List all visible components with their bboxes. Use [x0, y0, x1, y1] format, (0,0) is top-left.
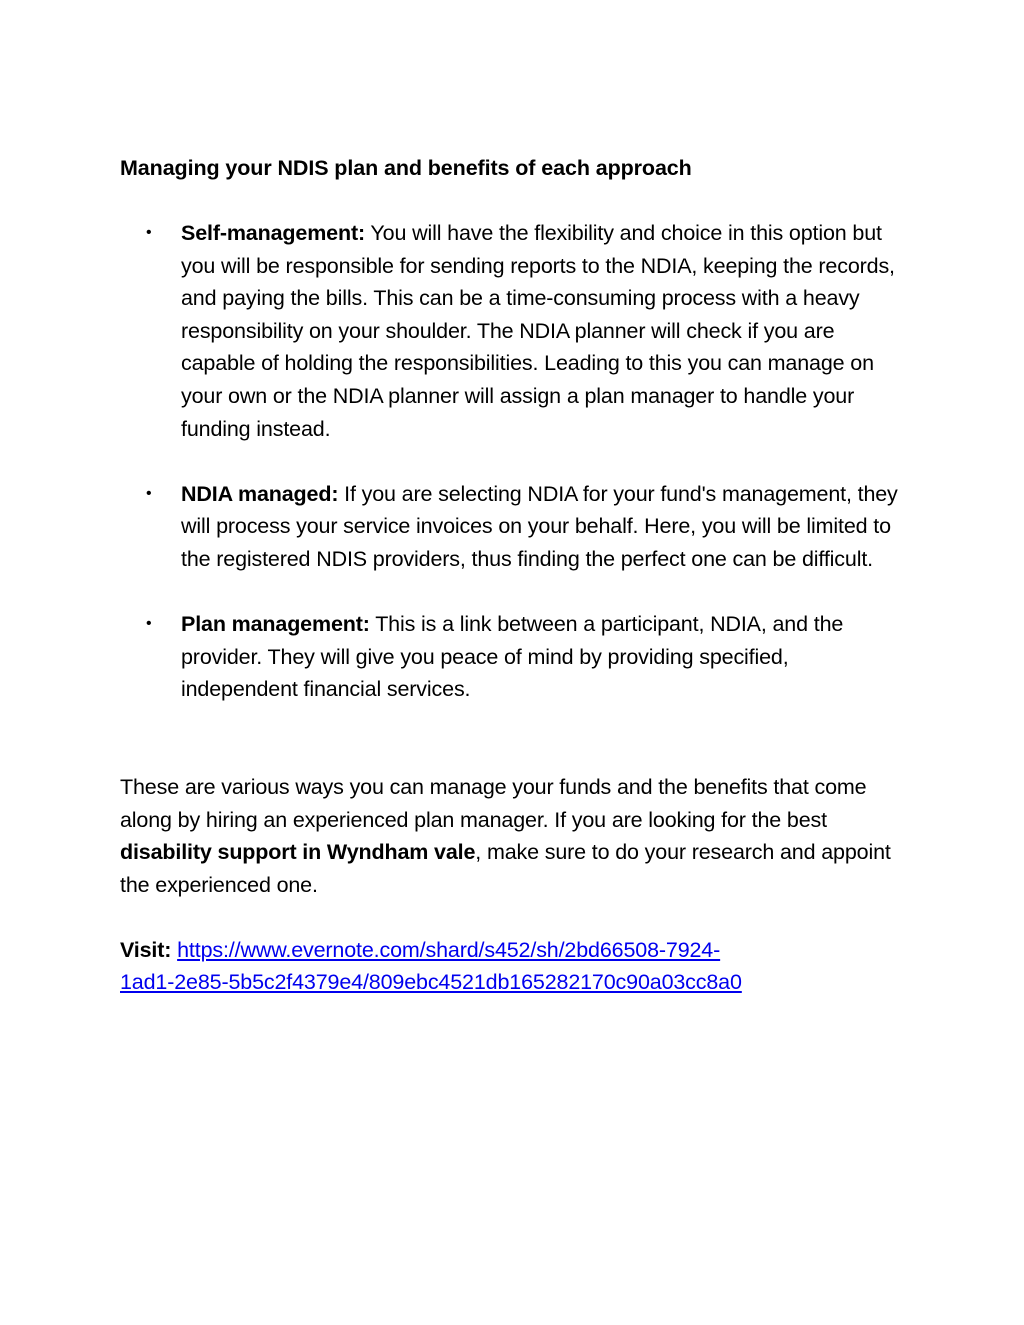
approach-list: [120, 217, 910, 706]
term-description: You will have the flexibility and choice in this option but you will be responsible for sending reports to the NDIA, keeping the records, and paying the bills. This can be a time-consuming process with a heavy responsibility on your shoulder. The NDIA planner will check if you are capable of holding the responsibilities. Leading to this you can manage on your own or the NDIA planner will assign a plan manager to handle your funding instead.: [181, 221, 895, 441]
closing-keyword: disability support in Wyndham vale: [120, 840, 476, 865]
term-label: Plan management:: [181, 612, 370, 637]
list-item-plan-management: [120, 608, 910, 706]
link-text-line1: https://www.evernote.com/shard/s452/sh/2bd66508-7924-: [177, 937, 721, 962]
document-page: [120, 152, 910, 1032]
document-heading: Managing your NDIS plan and benefits of each approach: [120, 156, 692, 180]
bullet-icon: •: [146, 224, 152, 241]
list-item-ndia-managed: [120, 478, 910, 576]
term-description: This is a link between a participant, NDIA, and the provider. They will give you peace of mind by providing specified, independent financial services.: [181, 612, 844, 702]
list-item-self-management: [120, 217, 910, 445]
evernote-link[interactable]: [120, 938, 742, 995]
term-label: Self-management:: [181, 221, 365, 245]
visit-label: Visit:: [120, 937, 172, 962]
visit-paragraph: [120, 934, 910, 999]
bullet-icon: •: [146, 615, 152, 633]
link-text-line2: 1ad1-2e85-5b5c2f4379e4/809ebc4521db165282170c90a03cc8a0: [120, 970, 742, 995]
closing-text-after: , make sure to do your research and appoint the experienced one.: [120, 840, 891, 897]
term-label: NDIA managed:: [181, 481, 339, 506]
bullet-icon: •: [146, 484, 152, 502]
closing-paragraph: [120, 771, 910, 901]
closing-text-before: These are various ways you can manage your funds and the benefits that come along by hiring an experienced plan manager. If you are looking for the best: [120, 774, 867, 832]
term-description: If you are selecting NDIA for your fund's management, they will process your service invoices on your behalf. Here, you will be limited to the registered NDIS providers, thus finding the perfect one can be difficult.: [181, 481, 898, 571]
